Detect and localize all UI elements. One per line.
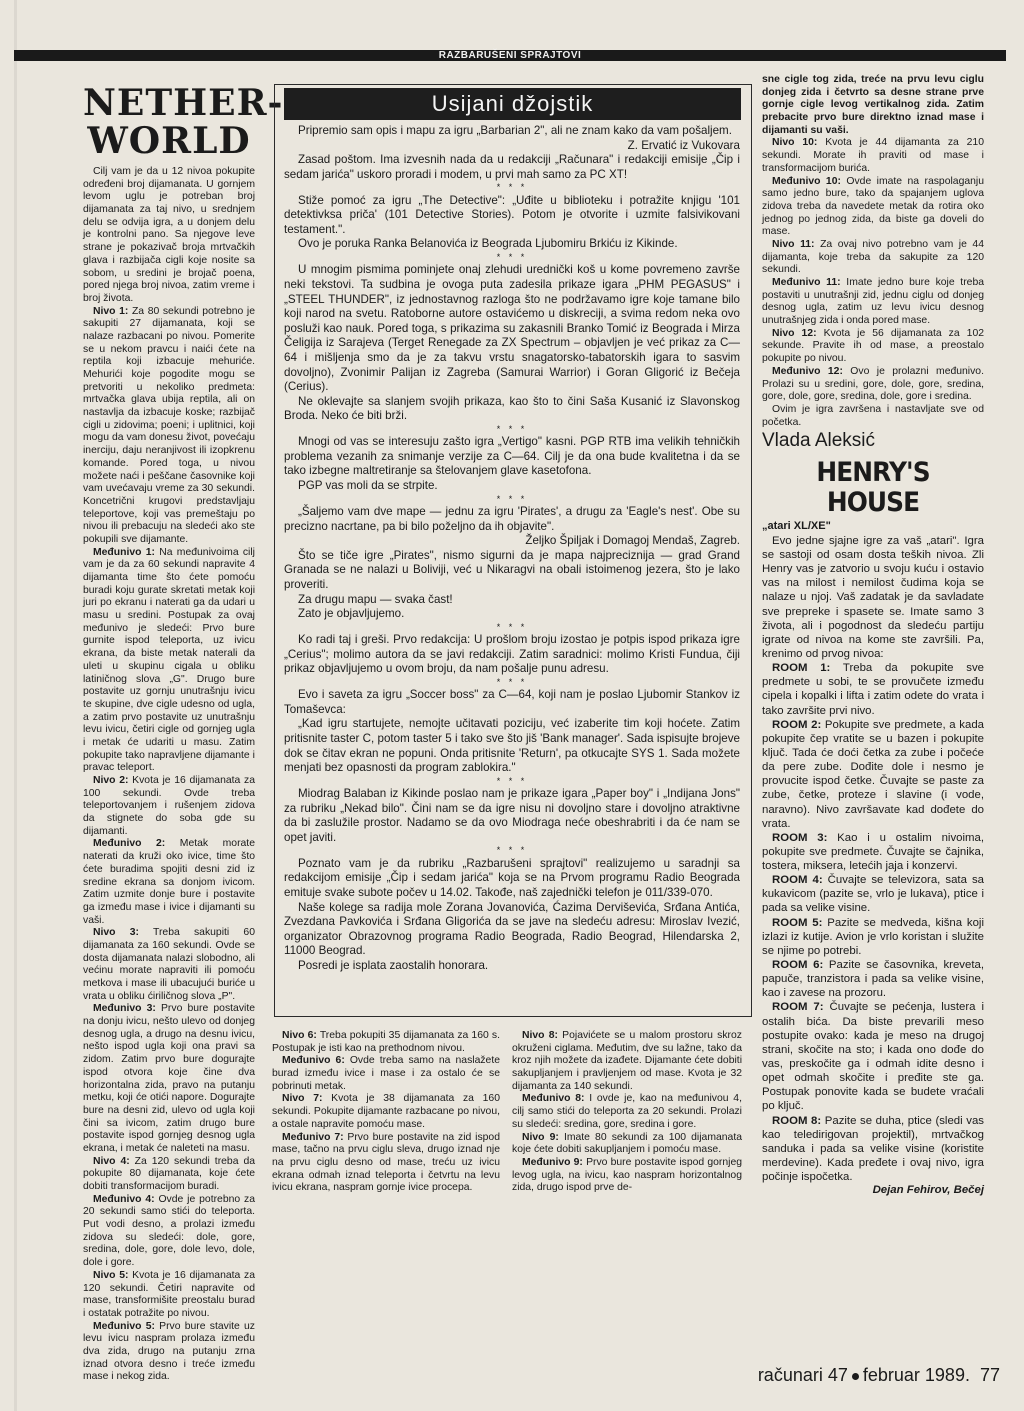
page-edge-shadow xyxy=(14,0,17,1411)
separator-stars: * * * xyxy=(496,493,528,504)
paragraph xyxy=(83,1321,255,1384)
paragraph xyxy=(762,958,984,1000)
footer-date: februar 1989. xyxy=(862,1365,970,1385)
paragraph-text: Čuvajte se televizora, sata sa kukavicom (pazite se, vrlo je lukava), ptice i pada sa velike visine. xyxy=(762,874,985,915)
paragraph xyxy=(762,328,984,366)
paragraph-lead: ROOM 7: xyxy=(772,1001,824,1014)
footer-magazine: računari 47 xyxy=(757,1365,848,1385)
paragraph-lead: ROOM 4: xyxy=(772,874,823,887)
separator-stars: * * * xyxy=(496,252,528,263)
paragraph xyxy=(272,1132,500,1195)
letter-signature: Željko Špiljak i Domagoj Mendaš, Zagreb. xyxy=(525,534,740,548)
paragraph: Ovo je poruka Ranka Belanovića iz Beograda Ljubomiru Brkiću iz Kikinde. xyxy=(298,237,678,251)
paragraph-lead: ROOM 5: xyxy=(772,916,823,929)
paragraph: Mnogi od vas se interesuju zašto igra „Vertigo" kasni. PGP RTB ima velikih tehničkih problema vezanih za snimanje verzije za C—64. Cilj je da ona bude kvalitetna i da se tako izbegne maltretiranje sa štelovanjem glave kasetofona. xyxy=(284,435,740,478)
paragraph: U mnogim pismima pominjete onaj zlehudi urednički koš u kome povremeno završe neki tekstovi. Ta sudbina je ovoga puta zadesila prikaze igara „PHM PEGASUS" i „STEEL THUNDER", iz jednostavnog razloga što ne podržavamo igre koje tamane bilo koji narod na svetu. Ratoborne autore ostavićemo u diskreciji, a svima redom neka ovo posluži kao nauk. Pored toga, s prikazima su zakasnili Branko Tomić iz Beograda i Mirza Čeligija iz Sarajeva (Terget Renegade za ZX Spectrum – objavljen je već prikaz za C—64 i mišljenja smo da je za takvu vrstu snagatorsko-tabatorskih igara to sasvim dovoljno), Zvonimir Palijan iz Zagreba (Samurai Warrior) i Goran Gligorić iz Bečeja (Cerius). xyxy=(284,263,740,394)
paragraph xyxy=(272,1055,500,1093)
paragraph-text: Pokupite sve predmete, a kada pokupite čep vratite se u bazen i pokupite ključ. Tada će doći četka za zube i počeće da pere zube. Dođite dole i nesmo je provucite ispod četke. Čuvajte se paste za zube, četke, proteze i slavine (i vode, naravno). Nivo završavate kad dođete do vrata. xyxy=(762,718,984,830)
paragraph xyxy=(512,1132,742,1157)
henrys-house-title: HENRY'S HOUSE xyxy=(816,457,930,519)
letter-signature: Z. Ervatić iz Vukovara xyxy=(627,138,740,152)
paragraph-lead: Međunivo 5: xyxy=(93,1320,155,1332)
paragraph-lead: Međunivo 9: xyxy=(522,1156,583,1168)
paragraph-lead: ROOM 3: xyxy=(772,831,828,844)
paragraph-text: Pazite se medveda, kišna koji izlazi iz kutije. Avion je vrlo koristan i služite se njime po potrebi. xyxy=(762,916,984,957)
paragraph: Što se tiče igre „Pirates", nismo sigurni da je mapa najpreciznija — grad Grand Granada se ne nalazi u Boliviji, već u Nikaragvi na obali istoimenog jezera, što je lako proveriti. xyxy=(284,548,740,591)
netherworld-continued-column-1 xyxy=(272,1030,500,1360)
paragraph-lead: Nivo 3: xyxy=(93,927,139,939)
paragraph xyxy=(272,1093,500,1131)
paragraph: PGP vas moli da se strpite. xyxy=(298,479,438,493)
paragraph xyxy=(762,916,984,958)
paragraph: Miodrag Balaban iz Kikinde poslao nam je prikaze igara „Paper boy" i „Indijana Jons" za rubriku „Nekad bilo". Čini nam se da igre nisu ni dovoljno stare i dovoljno atraktivne da bi zaslužile prostor. Nadamo se da ovo Miodraga neće obeshrabriti i da će nam se opet javiti. xyxy=(284,787,740,844)
paragraph-text: Na međunivoima cilj vam je da za 60 sekundi napravite 4 dijamanta time što ćete pomoću buradi koju gurate skretati metak koji juri po ekranu i naterati ga da udari u masu u sredini. Postupak za ovaj međunivo je sledeći: Prvo bure gurnite ispod teleporta, uz ivicu ekrana, da biste metak naterali da uleti u skupinu cigala u obliku latiničnog slova „G". Drugo bure postavite uz gornju unutrašnju ivicu te skupine, dve cigle udesno od ugla, a zatim prvo postavite uz unutrašnju levu ivicu, četiri cigle od gornjeg ugla i metak će udariti u masu. Zatim pokupite tako napravljene dijamante i pravac teleport. xyxy=(83,546,255,774)
paragraph-lead: Međunivo 3: xyxy=(93,1003,156,1015)
paragraph-lead: Nivo 6: xyxy=(282,1030,317,1041)
paragraph-lead: Nivo 8: xyxy=(522,1030,558,1041)
paragraph xyxy=(83,775,255,838)
paragraph: Za drugu mapu — svaka čast! xyxy=(298,592,453,606)
paragraph xyxy=(512,1093,742,1131)
usijani-dzojstik-body xyxy=(284,124,740,1010)
paragraph-text: Prvo bure postavite ispod gornjeg levog ugla, na ivicu, kao naspram horizontalnog zida, drugo ispod prve de- xyxy=(512,1156,742,1194)
paragraph: Poznato vam je da rubriku „Razbarušeni sprajtovi" realizujemo u saradnji sa redakcijom emisije „Čip i sedam jarića" koja se na Prvom programu Radio Beograda emituje svake subote počev u 14.02. Takođe, naš zajednički telefon je 011/339-070. xyxy=(284,856,740,899)
paragraph-text: Kvota je 56 dijamanata za 102 sekunde. Pravite ih od mase, a preostalo pokupite po nivou. xyxy=(762,327,985,365)
paragraph-text: Cilj vam je da u 12 nivoa pokupite određeni broj dijamanata. U gornjem levom uglu je potreban broj dijamanata za taj nivo, u srednjem delu se odvija igra, a u donjem delu je kontrolni pano. Sa njegove leve strane je pokazivač broja mrtvačkih glava i razbijača cigli koje nosite sa sobom, u sredini je brojač poena, pored njega broj nivoa, zatim vreme i broj života. xyxy=(83,166,255,304)
paragraph xyxy=(83,1156,255,1194)
paragraph-text: Metak morate naterati da kruži oko ivice, time što ćete buradima spojiti desni zid iz sredine ekrana sa donjom ivicom. Zatim uzmite donje bure i postavite ga između mase i ivice i dijamanti su vaši. xyxy=(83,838,255,926)
author-dejan: Dejan Fehirov, Bečej xyxy=(872,1184,984,1197)
netherworld-body xyxy=(83,166,255,1384)
paragraph xyxy=(762,873,984,915)
section-header-bar: RAZBARUŠENI SPRAJTOVI xyxy=(14,50,1006,61)
paragraph-lead: Nivo 7: xyxy=(282,1093,323,1105)
paragraph-lead: Nivo 11: xyxy=(772,238,815,250)
paragraph-text: Za 120 sekundi treba da pokupite 80 dijamanata, koje ćete dobiti transformacijom buradi. xyxy=(83,1155,255,1192)
paragraph-text: Ovo je prolazni međunivo. Prolazi su u sredini, gore, dole, gore, sredina, gore, dole, gore, sredina, dole, gore i sredina. xyxy=(762,365,984,403)
paragraph-lead: Međunivo 8: xyxy=(522,1093,585,1105)
paragraph-text: Kao i u ostalim nivoima, pokupite sve predmete. Čuvajte se čajnika, tostera, miksera, letećih jaja i konzervi. xyxy=(762,831,985,873)
paragraph-text: Treba pokupiti 35 dijamanata za 160 s. Postupak je isti kao na prethodnom nivou. xyxy=(272,1030,500,1054)
paragraph-lead: Nivo 10: xyxy=(772,137,818,149)
paragraph-text: Prvo bure postavite na donju ivicu, nešto ulevo od donjeg desnog ugla, a drugo na desnu ivicu, nešto ispod ugla koji ona pravi sa zidom. Zatim prvo bure dogurajte ispod otvora koje čine dva horizontalna zida, pravo na putanju metku, koji će otići napore. Dogurajte bure na desni zid, ulevo od ugla koji čini sa ivicom, zatim drugo bure postavite ispod gornjeg desnog ugla ekrana, i metak će naleteti na masu. xyxy=(83,1003,255,1154)
paragraph-text: Prvo bure postavite na zid ispod mase, tačno na prvu ciglu sleva, drugo iznad nje na prvu ciglu desno od mase, treću uz ivicu ekrana odmah iznad teleporta i četvrtu na levu ivicu ekrana, naspram gornje ivice procepa. xyxy=(272,1131,500,1194)
paragraph-lead: Nivo 12: xyxy=(772,327,817,339)
separator-stars: * * * xyxy=(496,676,528,687)
paragraph-text: Kvota je 16 dijamanata za 100 sekundi. Ovde treba teleportovanjem i rušenjem zidova da stignete do soba gde su dijamanti. xyxy=(83,775,255,837)
paragraph-text: I ovde je, kao na međunivou 4, cilj samo stići do teleporta za 20 sekundi. Prolazi su sledeći: sredina, gore, sredina i gore. xyxy=(512,1093,742,1130)
netherworld-end xyxy=(762,137,984,429)
paragraph xyxy=(83,306,255,547)
paragraph xyxy=(762,137,984,175)
paragraph-lead: Međunivo 1: xyxy=(93,546,155,558)
left-column-netherworld xyxy=(83,82,284,1388)
henrys-house-subtitle: „atari XL/XE" xyxy=(762,520,831,533)
paragraph xyxy=(83,547,255,775)
author-vlada: Vlada Aleksić xyxy=(762,430,876,452)
paragraph-text: Kvota je 44 dijamanta za 210 sekundi. Morate ih praviti od mase i transformacijom burića. xyxy=(762,137,984,174)
paragraph xyxy=(512,1030,742,1093)
paragraph: Stiže pomoć za igru „The Detective": „Uđite u biblioteku i potražite knjigu '101 detektivksa priča' (101 Detective Stories). Potom je otvorite i uzmite falsivikovani testament.". xyxy=(284,193,740,236)
paragraph xyxy=(762,831,984,873)
separator-stars: * * * xyxy=(496,621,528,632)
paragraph xyxy=(83,838,255,927)
henrys-house-rooms xyxy=(762,661,984,1184)
paragraph-text: Ovde imate na raspolaganju samo jedno bure, tako da spajanjem uglova zidova treba da navedete metak da rotira oko jednog po jednog zida, da biste ga doveli do mase. xyxy=(762,175,984,238)
paragraph: „Šaljemo vam dve mape — jednu za igru 'Pirates', a drugu za 'Eagle's nest'. Obe su precizno nacrtane, pa bi bilo poželjno da ih objavite". xyxy=(284,504,740,533)
paragraph: Posredi je isplata zaostalih honorara. xyxy=(298,958,489,972)
paragraph-text: Za ovaj nivo potrebno vam je 44 dijamanta, koje treba da sakupite za 120 sekundi. xyxy=(762,238,984,276)
paragraph-lead: Nivo 9: xyxy=(522,1131,559,1143)
paragraph xyxy=(83,1003,255,1155)
paragraph-text: Prvo bure stavite uz levu ivicu naspram prolaza između dva zida, drugo na putanju zrna iznad otvora desno i treće između mase i nekog zida. xyxy=(83,1320,255,1383)
paragraph-text: Čuvajte se pećenja, lustera i ostalih bića. Da biste prevarili meso postupite ovako: kada je meso na drugoj strani, skočite na sto; i kada ono dođe do vas, preskočite ga i odmah idite desno i opet odmah skočite i pređite ste ga. Postupak ponovite kada se budete vraćali po ključ. xyxy=(762,1001,984,1113)
paragraph: „Kad igru startujete, nemojte učitavati poziciju, već izaberite tim koji hoćete. Zatim pritisnite taster C, potom taster 5 i tako sve što jiš 'Bank manager'. Sada ispisujte brojeve dok se čitav ekran ne popuni. Onda pritisnite 'Return', pa otkucajte SYS 1. Sada možete menjati bez opasnosti da program zablokira." xyxy=(284,717,740,775)
paragraph: Ko radi taj i greši. Prvo redakcija: U prošlom broju izostao je potpis ispod prikaza igre „Cerius"; molimo autora da se javi redakciji. Zatim saradnici: molimo Kristi Fundua, čiji prikaz objavljujemo u ovom broju, da nam pošalje punu adresu. xyxy=(284,633,740,676)
paragraph-text: Imate 80 sekundi za 100 dijamanata koje ćete dobiti sakupljanjem i pomoću mase. xyxy=(512,1131,742,1156)
paragraph-lead: Nivo 2: xyxy=(93,775,129,786)
paragraph-lead: Međunivo 7: xyxy=(282,1131,344,1143)
paragraph-lead: Međunivo 12: xyxy=(772,365,843,377)
paragraph xyxy=(83,166,255,306)
paragraph-lead: Nivo 1: xyxy=(93,305,129,317)
paragraph: Naše kolege sa radija mole Zorana Jovanovića, Ćazima Derviševića, Srđana Antića, Zvezdana Pavkovića i Srđana Gligorića da se jave na sledeću adresu: Miroslav Ivezić, organizator Obrazovnog programa Radio Beograda, Radio Beograd, Hilendarska 2, 11000 Beograd. xyxy=(284,900,740,958)
usijani-dzojstik-title: Usijani džojstik xyxy=(284,88,741,120)
paragraph-text: Pojavićete se u malom prostoru skroz okruženi ciglama. Međutim, dve su lažne, tako da kroz njih možete da izađete. Dijamante ćete dobiti sakupljanjem i pravljenjem od mase. Kvota je 32 dijamanta za 140 sekundi. xyxy=(512,1030,742,1092)
paragraph: Evo i saveta za igru „Soccer boss" za C—64, koji nam je poslao Ljubomir Stankov iz Tomaševca: xyxy=(284,688,740,716)
footer-bullet-icon xyxy=(852,1373,859,1380)
paragraph: Zato je objavljujemo. xyxy=(298,607,405,621)
paragraph-lead: ROOM 2: xyxy=(772,718,822,731)
paragraph xyxy=(83,927,255,1003)
paragraph-lead: Nivo 5: xyxy=(93,1269,129,1281)
paragraph-lead: Međunivo 11: xyxy=(772,277,841,288)
paragraph xyxy=(83,1270,255,1321)
paragraph xyxy=(762,718,984,831)
paragraph xyxy=(83,1194,255,1270)
paragraph-lead: Nivo 4: xyxy=(93,1155,130,1167)
paragraph-lead: ROOM 1: xyxy=(772,662,831,675)
paragraph xyxy=(762,277,984,328)
right-column xyxy=(762,74,984,1360)
paragraph-text: Treba da pokupite sve predmete u sobi, te se provučete između cipela i kopalki i lifta i zatim odete do vrata i tako završite prvi nivo. xyxy=(762,662,985,717)
paragraph-text: Ovde treba samo na naslažete burad između ivice i mase i za ostalo će se pobrinuti metak. xyxy=(272,1055,500,1092)
paragraph: Pripremio sam opis i mapu za igru „Barbarian 2", ali ne znam kako da vam pošaljem. xyxy=(298,124,732,137)
paragraph-lead: Međunivo 2: xyxy=(93,838,166,850)
separator-stars: * * * xyxy=(496,775,528,786)
henrys-house-intro: Evo jedne sjajne igre za vaš „atari". Igra se sastoji od osam dosta teških nivoa. Zli Henry vas je zatvorio u svoju kuću i ostavio vas na milost i nemilost čudima koja se nalaze u njoj. Vaš zadatak je da savladate sve prepreke i spasete se. Imate samo 3 života, ali i pogodnost da sledeću partiju igrate od nivoa na kome ste završili. Pa, krenimo od prvog nivoa: xyxy=(762,534,984,660)
paragraph-text: Ovim je igra završena i nastavljate sve od početka. xyxy=(762,403,984,428)
paragraph-text: Za 80 sekundi potrebno je sakupiti 27 dijamanata, koji se nalaze razbacani po nivou. Pomerite se u nekom pravcu i naići ćete na reptila koji izbacuje mehuriće. Mehurići koje pogodite mogu se pretvoriti u nekoliko predmeta: mrtvačka glava ubija reptila, ali on nastavlja da izbacuje koske; razbijač cigli u zidovima; poeni; i uplitnici, koji mogu da vam donesu život, povećaju inerciju, daju neranjivost ili izopkrenu komande. Pored toga, u nivou možete naći i peščane časovnike koji vam uvećavaju vreme za 30 sekundi. Koncetrični krugovi predstavljaju teleportove, koji vas premeštaju po nivou ili prebacuju na sledeći ako ste pokupili sve dijamante. xyxy=(83,305,255,545)
paragraph-lead: Međunivo 10: xyxy=(772,175,841,187)
paragraph-lead: ROOM 6: xyxy=(772,959,824,972)
page-footer xyxy=(720,1365,1000,1389)
paragraph xyxy=(762,1000,984,1113)
netherworld-continued-column-2 xyxy=(512,1030,742,1360)
paragraph-lead: Međunivo 4: xyxy=(93,1193,155,1205)
paragraph xyxy=(272,1030,500,1055)
paragraph-text: Ovde je potrebno za 20 sekundi samo stići do teleporta. Put vodi desno, a prolazi između zidova su sledeći: dole, gore, sredina, dole, gore, dole levo, dole, dole i gore. xyxy=(83,1193,255,1269)
paragraph-text: Imate jedno bure koje treba postaviti u unutrašnji zid, jednu ciglu od donjeg desnog ugla, zatim uz levu ivicu desnog unutrašnjeg zida i onda pored mase. xyxy=(762,277,984,327)
footer-page-number: 77 xyxy=(979,1365,1000,1385)
paragraph-text: Pazite se duha, ptice (sledi vas kao teledirigovan projektil), mrtvačkog sanduka i pada sa velike visine (koristite merdevine). Kada pređete i ovaj nivo, igra počinje ispočetka. xyxy=(762,1114,984,1184)
paragraph-lead: ROOM 8: xyxy=(772,1114,822,1127)
paragraph xyxy=(762,366,984,404)
paragraph xyxy=(762,176,984,239)
paragraph-text: Kvota je 38 dijamanata za 160 sekundi. Pokupite dijamante razbacane po nivou, a ostale napravite pomoću mase. xyxy=(272,1093,500,1130)
paragraph xyxy=(512,1157,742,1195)
separator-stars: * * * xyxy=(496,182,528,193)
paragraph: Zasad poštom. Ima izvesnih nada da u redakciji „Računara" i redakciji emisije „Čip i sedam jarića" uskoro proradi i modem, u prvi mah samo za PC XT! xyxy=(284,153,740,181)
netherworld-title: NETHER- WORLD xyxy=(83,82,284,162)
paragraph xyxy=(762,239,984,277)
paragraph-text: Treba sakupiti 60 dijamanata za 160 sekundi. Ovde se dosta dijamanata nalazi slobodno, ali većinu morate napraviti ili pomoću metkova i mase ili ubacujući buriće u vrata u obliku ćiriličnog slova „P". xyxy=(83,927,255,1002)
paragraph-text: Kvota je 16 dijamanata za 120 sekundi. Četiri napravite od mase, transformišite preostalu burad i ostatak potražite po nivou. xyxy=(83,1269,255,1319)
paragraph xyxy=(762,1114,984,1185)
paragraph xyxy=(762,404,984,429)
separator-stars: * * * xyxy=(496,845,528,856)
separator-stars: * * * xyxy=(496,423,528,434)
paragraph xyxy=(762,661,984,718)
paragraph: Ne oklevajte sa slanjem svojih prikaza, kao što to čini Saša Kusanić iz Slavonskog Broda. Neko će biti brži. xyxy=(284,394,740,423)
right-intro: sne cigle tog zida, treće na prvu levu ciglu donjeg zida i četvrto sa desne strane prve gornje cigle levog vertikalnog zida. Zatim prebacite prvo bure direktno iznad mase i dijamanti su vaši. xyxy=(762,74,984,136)
paragraph-lead: Međunivo 6: xyxy=(282,1055,345,1067)
paragraph-text: Pazite se časovnika, kreveta, papuče, tranzistora i pada sa velike visine, kao i zavese na prozoru. xyxy=(762,959,984,1000)
